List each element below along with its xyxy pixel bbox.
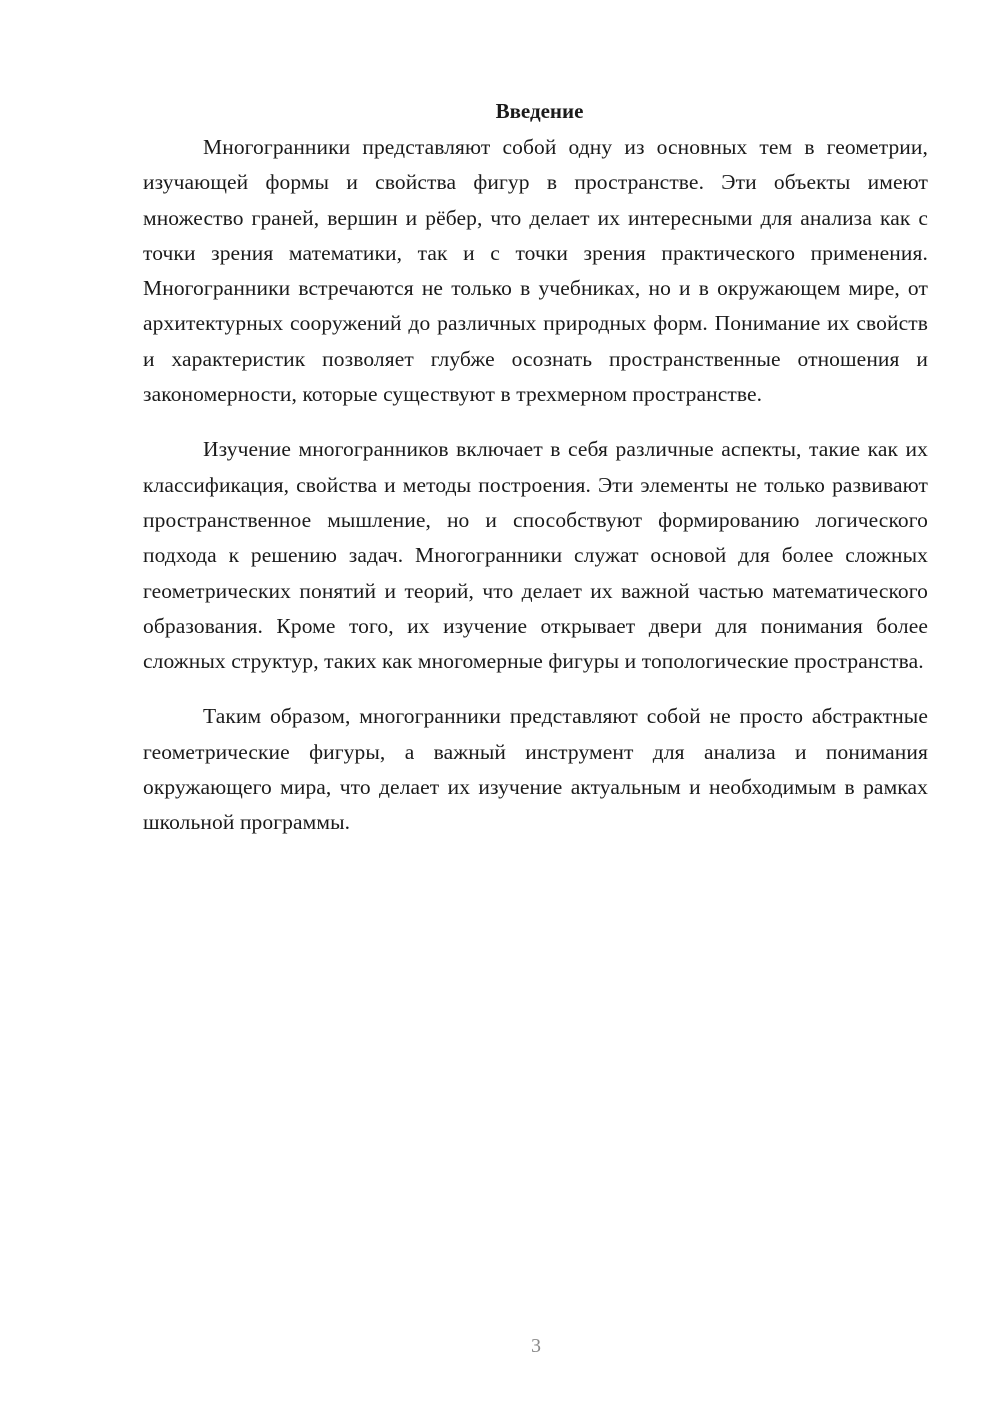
section-heading: Введение (495, 99, 584, 123)
paragraph-3: Таким образом, многогранники представляют собой не просто абстрактные геометрические фигуры, а важный инструмент для анализа и понимания окружающего мира, что делает их изучение актуальным и необходимым в рамках школьной программы. (143, 704, 928, 835)
page-number: 3 (531, 1335, 541, 1357)
page-content (143, 96, 928, 841)
paragraph-1: Многогранники представляют собой одну из основных тем в геометрии, изучающей формы и свойства фигур в пространстве. Эти объекты имеют множество граней, вершин и рёбер, что делает их интересными для анализа как с точки зрения математики, так и с точки зрения практического применения. Многогранники встречаются не только в учебниках, но и в окружающем мире, от архитектурных сооружений до различных природных форм. Понимание их свойств и характеристик позволяет глубже осознать пространственные отношения и закономерности, которые существуют в трехмерном пространстве. (143, 135, 928, 407)
paragraph-2: Изучение многогранников включает в себя различные аспекты, такие как их классификация, свойства и методы построения. Эти элементы не только развивают пространственное мышление, но и способствуют формированию логического подхода к решению задач. Многогранники служат основой для более сложных геометрических понятий и теорий, что делает их важной частью математического образования. Кроме того, их изучение открывает двери для понимания более сложных структур, таких как многомерные фигуры и топологические пространства. (143, 437, 928, 674)
